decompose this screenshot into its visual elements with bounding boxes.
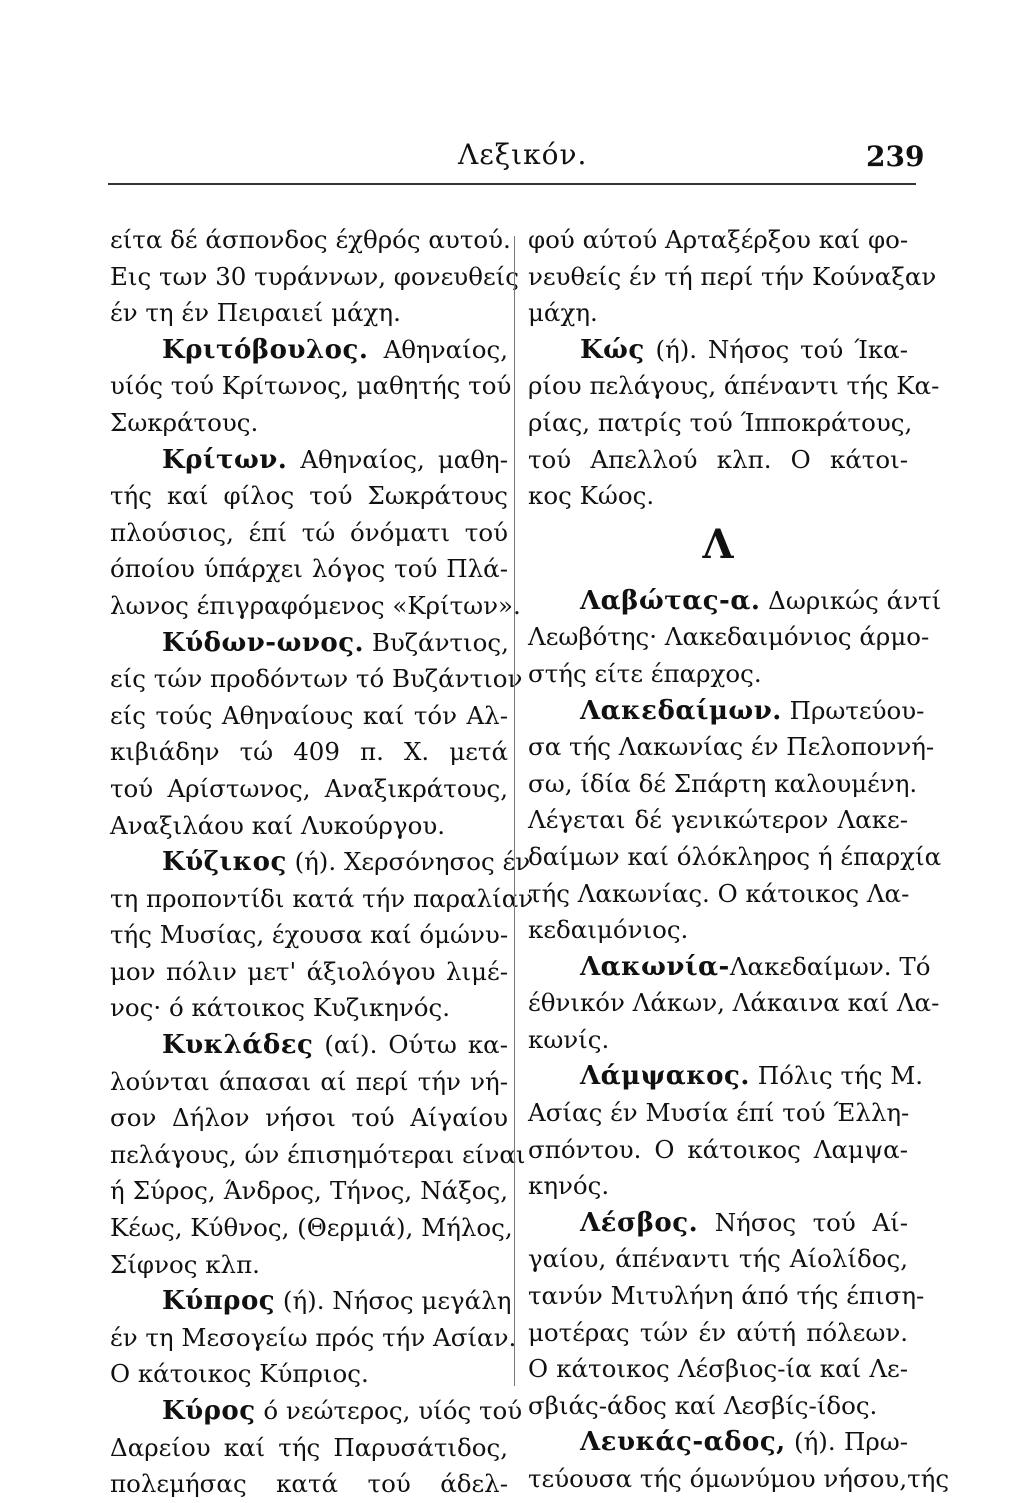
entry-headword: Λαβώτας-α. xyxy=(580,585,761,616)
dictionary-entry-start xyxy=(528,1058,924,1095)
text-line xyxy=(110,954,508,991)
text-line xyxy=(110,1100,508,1137)
line-text: τεύουσα τής όμωνύμου νήσου,τής xyxy=(528,1464,950,1493)
text-line xyxy=(110,1064,508,1101)
text-line xyxy=(528,839,942,876)
page-number: 239 xyxy=(866,140,925,173)
line-text: (αί). Ούτω κα- xyxy=(313,1030,508,1060)
text-line xyxy=(110,698,508,735)
line-text: Δωρικώς άντί xyxy=(760,585,942,615)
line-text: ρίας, πατρίς τού Ίπποκράτους, xyxy=(528,407,913,437)
entry-headword: Κριτόβουλος. xyxy=(162,334,369,365)
line-text: ό νεώτερος, υίός τού xyxy=(255,1396,523,1425)
text-line xyxy=(110,1466,508,1503)
text-line xyxy=(528,1315,908,1352)
line-text: Λεωβότης· Λακεδαιμόνιος άρμο- xyxy=(528,622,930,652)
line-text: τη προποντίδι κατά τήν παραλίαν xyxy=(110,883,534,913)
text-line xyxy=(110,1210,513,1247)
entry-headword: Κυκλάδες xyxy=(162,1030,314,1061)
line-text: τανύν Μιτυλήνη άπό τής έπιση- xyxy=(528,1281,925,1311)
text-line xyxy=(110,771,508,808)
text-line xyxy=(110,515,508,552)
text-line xyxy=(110,1247,508,1284)
entry-headword: Κρίτων. xyxy=(162,444,288,475)
line-text: ή Σύρος, Άνδρος, Τήνος, Νάξος, xyxy=(110,1176,508,1206)
line-text: είς τούς Αθηναίους καί τόν Αλ- xyxy=(110,700,508,730)
line-text: κηνός. xyxy=(528,1171,610,1201)
text-line xyxy=(110,259,519,296)
entry-headword: Κύζικος xyxy=(162,847,287,878)
dictionary-entry-start xyxy=(110,1027,508,1064)
text-line xyxy=(528,1095,908,1132)
text-line xyxy=(528,478,908,515)
text-line xyxy=(528,222,908,259)
entry-headword: Λακωνία- xyxy=(580,951,730,982)
line-text: σον Δήλον νήσοι τού Αίγαίου xyxy=(110,1103,508,1133)
line-text: σα τής Λακωνίας έν Πελοποννή- xyxy=(528,732,935,762)
text-line xyxy=(110,1320,517,1357)
line-text: Σωκράτους. xyxy=(110,407,259,437)
line-text: Ο κάτοικος Κύπριος. xyxy=(110,1359,369,1389)
text-line xyxy=(528,876,908,913)
text-line xyxy=(110,588,521,625)
line-text: μάχη. xyxy=(528,298,598,328)
line-text: έν τη έν Πειραιεί μάχη. xyxy=(110,298,401,328)
text-line xyxy=(528,985,940,1022)
line-text: Ο κάτοικος Λέσβιος-ία καί Λε- xyxy=(528,1354,908,1384)
text-line xyxy=(528,405,913,442)
line-text: τού Αρίστωνος, Αναξικράτους, xyxy=(110,773,508,803)
text-line xyxy=(528,442,908,479)
text-line xyxy=(110,990,508,1027)
entry-headword: Λάμψακος. xyxy=(580,1061,750,1092)
line-text: τής καί φίλος τού Σωκράτους xyxy=(110,481,508,511)
dictionary-entry-start xyxy=(110,332,508,369)
text-line xyxy=(110,222,511,259)
text-line xyxy=(110,368,512,405)
running-title: Λεξικόν. xyxy=(458,138,588,171)
dictionary-entry-start xyxy=(110,1283,512,1320)
text-line xyxy=(528,656,908,693)
line-text: μον πόλιν μετ' άξιολόγου λιμέ- xyxy=(110,956,508,986)
line-text: τής Λακωνίας. Ο κάτοικος Λα- xyxy=(528,878,910,908)
line-text: γαίου, άπέναντι τής Αίολίδος, xyxy=(528,1244,908,1274)
page-header xyxy=(0,138,1010,178)
dictionary-entry-start xyxy=(110,1393,523,1430)
dictionary-entry-start xyxy=(110,844,531,881)
text-line xyxy=(110,881,534,918)
text-line xyxy=(110,1173,508,1210)
text-line xyxy=(528,295,908,332)
text-line xyxy=(110,808,508,845)
line-text: Κέως, Κύθνος, (Θερμιά), Μήλος, xyxy=(110,1213,513,1243)
section-letter: Λ xyxy=(702,520,734,568)
text-line xyxy=(110,478,508,515)
dictionary-entry-start xyxy=(110,625,508,662)
line-text: κος Κώος. xyxy=(528,481,655,511)
line-text: Εις των 30 τυράννων, φονευθείς xyxy=(110,261,519,291)
text-line xyxy=(110,734,508,771)
line-text: πολεμήσας κατά τού άδελ- xyxy=(110,1469,508,1499)
text-line xyxy=(110,405,508,442)
text-line xyxy=(528,1388,908,1425)
text-line xyxy=(528,766,918,803)
line-text: πελάγους, ών έπισημότεραι είναι xyxy=(110,1139,526,1169)
entry-headword: Κύπρος xyxy=(162,1286,276,1317)
column-divider xyxy=(514,236,515,1386)
text-line xyxy=(110,1356,508,1393)
line-text: υίός τού Κρίτωνος, μαθητής τού xyxy=(110,371,512,401)
line-text: Πρωτεύου- xyxy=(781,695,925,725)
line-text: έθνικόν Λάκων, Λάκαινα καί Λα- xyxy=(528,988,940,1018)
entry-headword: Κώς xyxy=(580,334,645,365)
left-column xyxy=(110,222,534,1503)
text-line xyxy=(528,619,930,656)
text-line xyxy=(528,1132,908,1169)
text-line xyxy=(528,1241,908,1278)
text-line xyxy=(528,259,937,296)
line-text: όποίου ύπάρχει λόγος τού Πλά- xyxy=(110,554,508,584)
line-text: Ασίας έν Μυσία έπί τού Έλλη- xyxy=(528,1098,910,1128)
text-line xyxy=(528,1278,925,1315)
dictionary-entry-start xyxy=(528,583,942,620)
text-line xyxy=(110,1137,526,1174)
line-text: νευθείς έν τή περί τήν Κούναξαν xyxy=(528,261,937,291)
text-line xyxy=(110,661,523,698)
line-text: λούνται άπασαι αί περί τήν νή- xyxy=(110,1066,508,1096)
line-text: τής Μυσίας, έχουσα καί όμώνυ- xyxy=(110,920,509,950)
text-line xyxy=(110,551,508,588)
line-text: Πόλις τής Μ. xyxy=(749,1061,924,1091)
line-text: είς τών προδόντων τό Βυζάντιον xyxy=(110,664,523,694)
line-text: σβιάς-άδος καί Λεσβίς-ίδος. xyxy=(528,1390,878,1420)
line-text: τού Απελλού κλπ. Ο κάτοι- xyxy=(528,444,908,474)
line-text: στής είτε έπαρχος. xyxy=(528,658,762,688)
line-text: Αθηναίος, μαθη- xyxy=(287,444,508,474)
line-text: σπόντου. Ο κάτοικος Λαμψα- xyxy=(528,1134,908,1164)
text-line xyxy=(528,802,908,839)
text-line xyxy=(528,1351,908,1388)
text-line xyxy=(528,912,908,949)
line-text: νος· ό κάτοικος Κυζικηνός. xyxy=(110,993,451,1023)
dictionary-entry-start xyxy=(110,442,508,479)
entry-headword: Λακεδαίμων. xyxy=(580,695,782,726)
line-text: (ή). Χερσόνησος έν xyxy=(286,847,531,877)
text-line xyxy=(528,1022,908,1059)
dictionary-entry-start xyxy=(528,332,908,369)
dictionary-entry-start xyxy=(528,1424,908,1461)
line-text: μοτέρας τών έν αύτή πόλεων. xyxy=(528,1317,908,1347)
text-line xyxy=(528,1168,908,1205)
dictionary-entry-start xyxy=(528,1205,908,1242)
line-text: λωνος έπιγραφόμενος «Κρίτων». xyxy=(110,590,521,620)
line-text: Βυζάντιος, xyxy=(364,627,509,657)
line-text: Δαρείου καί τής Παρυσάτιδος, xyxy=(110,1432,508,1462)
line-text: έν τη Μεσογείω πρός τήν Ασίαν. xyxy=(110,1322,517,1352)
line-text: σω, ίδία δέ Σπάρτη καλουμένη. xyxy=(528,768,918,798)
entry-headword: Λέσβος. xyxy=(580,1207,699,1238)
text-line xyxy=(110,1430,508,1467)
entry-headword: Λευκάς-αδος, xyxy=(580,1427,786,1458)
line-text: ρίου πελάγους, άπέναντι τής Κα- xyxy=(528,371,940,401)
line-text: πλούσιος, έπί τώ όνόματι τού xyxy=(110,517,508,547)
text-line xyxy=(528,1461,950,1498)
line-text: Νήσος τού Αί- xyxy=(698,1207,908,1237)
line-text: Λακεδαίμων. Τό xyxy=(729,951,931,981)
entry-headword: Κύρος xyxy=(162,1396,256,1426)
text-line xyxy=(528,368,940,405)
right-column xyxy=(528,222,950,1498)
line-text: κεδαιμόνιος. xyxy=(528,915,689,945)
line-text: (ή). Νήσος τού Ίκα- xyxy=(644,334,908,364)
line-text: Σίφνος κλπ. xyxy=(110,1249,260,1279)
line-text: κωνίς. xyxy=(528,1024,610,1054)
line-text: δαίμων καί όλόκληρος ή έπαρχία xyxy=(528,841,942,871)
line-text: (ή). Πρω- xyxy=(785,1427,908,1457)
line-text: φού αύτού Αρταξέρξου καί φο- xyxy=(528,225,909,254)
line-text: (ή). Νήσος μεγάλη xyxy=(275,1286,512,1316)
text-line xyxy=(110,295,508,332)
text-line xyxy=(528,729,935,766)
line-text: Λέγεται δέ γενικώτερον Λακε- xyxy=(528,805,908,835)
line-text: είτα δέ άσπονδος έχθρός αυτού. xyxy=(110,225,511,254)
line-text: Αναξιλάου καί Λυκούργου. xyxy=(110,810,446,840)
text-line xyxy=(110,917,508,954)
line-text: κιβιάδην τώ 409 π. Χ. μετά xyxy=(110,737,508,767)
dictionary-entry-start xyxy=(528,949,931,986)
line-text: Αθηναίος, xyxy=(368,334,508,364)
dictionary-entry-start xyxy=(528,693,925,730)
entry-headword: Κύδων-ωνος. xyxy=(162,627,365,658)
header-rule xyxy=(108,183,916,185)
